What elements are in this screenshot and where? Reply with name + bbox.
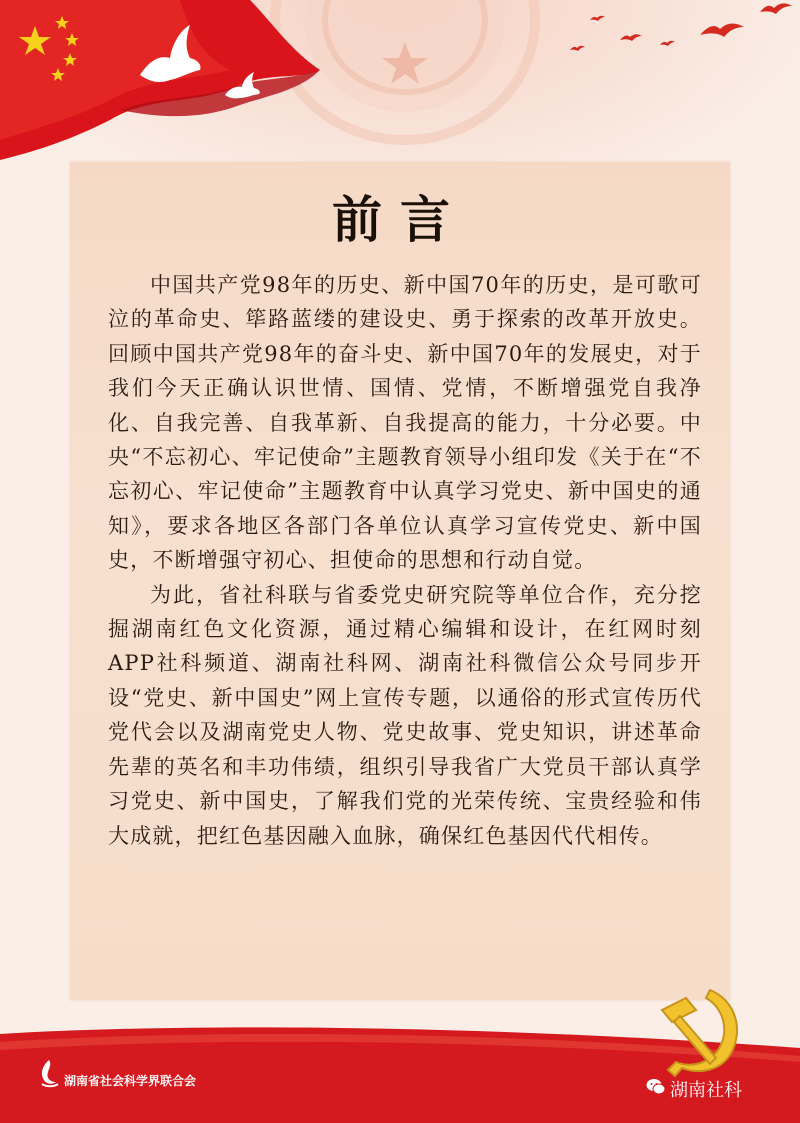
doves-icon	[130, 20, 280, 100]
org-logo-icon	[36, 1058, 62, 1088]
paragraph-2: 为此，省社科联与省委党史研究院等单位合作，充分挖掘湖南红色文化资源，通过精心编辑和设计，在红网时刻APP社科频道、湖南社科网、湖南社科微信公众号同步开设“党史、新中国史”网上宣传专题，以通俗的形式宣传历代党代会以及湖南党史人物、党史故事、党史知识，讲述革命先辈的英名和丰功伟绩，组织引导我省广大党员干部认真学习党史、新中国史，了解我们党的光荣传统、宝贵经验和伟大成就，把红色基因融入血脉，确保红色基因代代相传。	[108, 582, 702, 848]
wechat-icon	[646, 1078, 666, 1096]
org-name: 湖南省社会科学界联合会	[64, 1074, 197, 1088]
flying-birds-icon	[560, 0, 800, 60]
paragraph-1: 中国共产党98年的历史、新中国70年的历史，是可歌可泣的革命史、筚路蓝缕的建设史、勇于探索的改革开放史。回顾中国共产党98年的奋斗史、新中国70年的发展史，对于我们今天正确认识世情、国情、党情，不断增强党自我净化、自我完善、自我革新、自我提高的能力，十分必要。中央“不忘初心、牢记使命”主题教育领导小组印发《关于在“不忘初心、牢记使命”主题教育中认真学习党史、新中国史的通知》，要求各地区各部门各单位认真学习宣传党史、新中国史，不断增强守初心、担使命的思想和行动自觉。	[108, 273, 702, 573]
hammer-and-sickle-icon	[640, 980, 760, 1080]
page-title: 前言	[332, 190, 468, 249]
watermark-text: 湖南社科	[670, 1080, 742, 1101]
body-text	[108, 268, 702, 853]
